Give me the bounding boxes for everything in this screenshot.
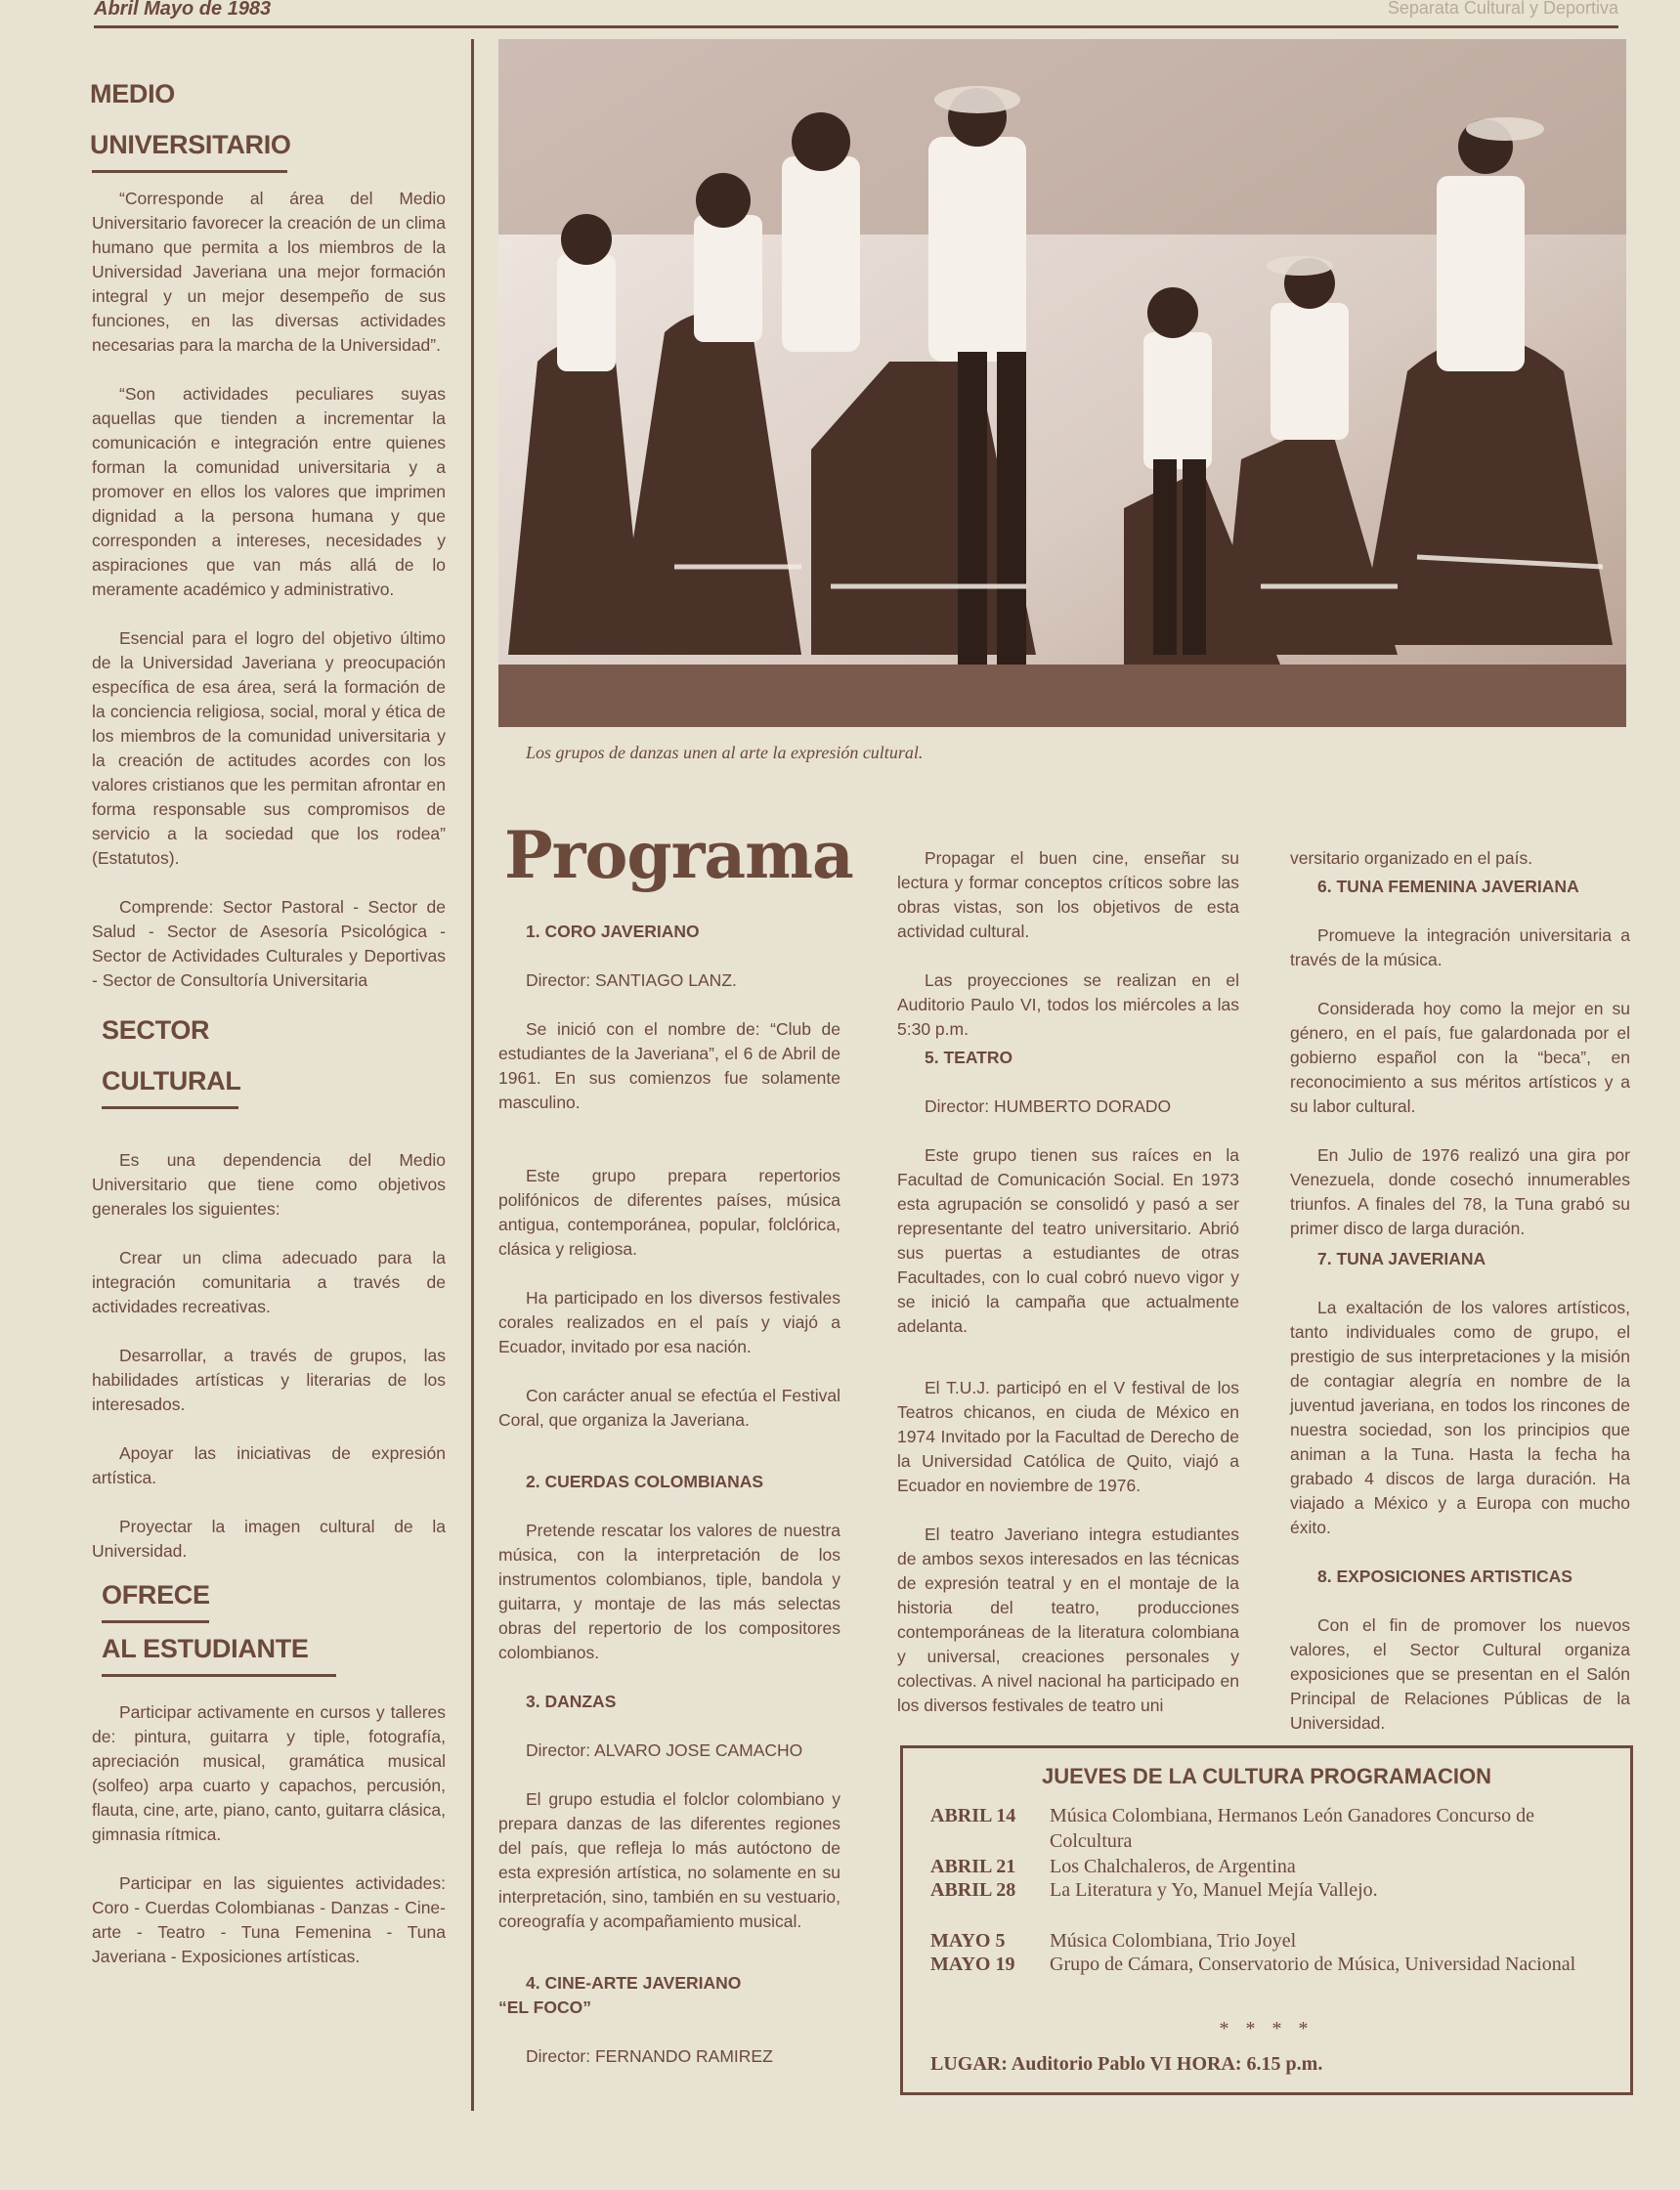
dance-photo-illustration <box>498 39 1626 727</box>
coro-paragraph-2: Este grupo prepara repertorios polifónicos de diferentes países, música antigua, contemporánea, popular, folclórica, clásica y religiosa. <box>498 1166 840 1259</box>
teatro-director: Director: HUMBERTO DORADO <box>925 1096 1172 1116</box>
jueves-cultura-box <box>900 1745 1633 2095</box>
sector-paragraph-5: Proyectar la imagen cultural de la Universidad. <box>92 1517 446 1561</box>
sector-title-line2: CULTURAL <box>102 1066 241 1095</box>
medio-title-underline <box>92 170 287 173</box>
coro-paragraph-3: Ha participado en los diversos festivales corales realizados en el país y viajó a Ecuador, invitado por esa nación. <box>498 1288 840 1356</box>
programa-column-2 <box>897 846 1239 1742</box>
cine-director: Director: FERNANDO RAMIREZ <box>526 2046 773 2066</box>
schedule-event: Los Chalchaleros, de Argentina <box>1050 1856 1296 1877</box>
sector-title-line1: SECTOR <box>102 1015 210 1045</box>
sector-title-underline <box>102 1106 238 1109</box>
schedule-date: ABRIL 14 <box>930 1805 1016 1826</box>
sector-paragraph-1: Es una dependencia del Medio Universitario que tiene como objetivos generales los siguientes: <box>92 1150 446 1219</box>
ofrece-title-underline-2 <box>102 1674 336 1677</box>
teatro-paragraph-2: El T.U.J. participó en el V festival de los Teatros chicanos, en ciuda de México en 1974 Invitado por la Facultad de Derecho de la Universidad Católica de Quito, viajó a Ecuador en noviembre de 1976. <box>897 1378 1239 1495</box>
tuna-femenina-paragraph-3: En Julio de 1976 realizó una gira por Venezuela, donde cosechó innumerables triunfos. A finales del 78, la Tuna grabó su primer disco de larga duración. <box>1290 1145 1630 1238</box>
cine-heading: 4. CINE-ARTE JAVERIANO “EL FOCO” <box>498 1973 742 2017</box>
tuna-femenina-paragraph-2: Considerada hoy como la mejor en su género, en el país, fue galardonada por el gobierno español con la “beca”, en reconocimiento a sus méritos artísticos y a su labor cultural. <box>1290 999 1630 1116</box>
cine-paragraph-1: Propagar el buen cine, enseñar su lectura y formar conceptos críticos sobre las obras vistas, son los objetivos de esta actividad cultural. <box>897 848 1239 941</box>
medio-title-line2: UNIVERSITARIO <box>90 130 291 159</box>
schedule-event: Música Colombiana, Trio Joyel <box>1050 1930 1297 1952</box>
box-footer: LUGAR: Auditorio Pablo VI HORA: 6.15 p.m. <box>930 2053 1323 2075</box>
programa-column-1 <box>498 920 840 2093</box>
schedule-event: La Literatura y Yo, Manuel Mejía Vallejo. <box>1050 1879 1378 1901</box>
photo-caption: Los grupos de danzas unen al arte la expresión cultural. <box>526 743 924 762</box>
tuna-femenina-heading: 6. TUNA FEMENINA JAVERIANA <box>1317 877 1579 896</box>
teatro-paragraph-1: Este grupo tienen sus raíces en la Facultad de Comunicación Social. En 1973 esta agrupación se consolidó y pasó a ser representante del teatro universitario. Abrió sus puertas a estudiantes de otras Facultades, con lo cual cobró nuevo vigor y se inició la campaña que actualmente adelanta. <box>897 1145 1239 1336</box>
ofrece-title-line1: OFRECE <box>102 1580 210 1610</box>
ofrece-title-line2: AL ESTUDIANTE <box>102 1634 309 1663</box>
coro-heading: 1. CORO JAVERIANO <box>526 922 700 941</box>
danzas-director: Director: ALVARO JOSE CAMACHO <box>526 1740 803 1760</box>
dance-photo <box>498 39 1626 727</box>
schedule-row <box>930 1928 1605 1954</box>
coro-director: Director: SANTIAGO LANZ. <box>526 970 737 990</box>
cine-paragraph-2: Las proyecciones se realizan en el Auditorio Paulo VI, todos los miércoles a las 5:30 p.m. <box>897 970 1239 1039</box>
ofrece-paragraph-2: Participar en las siguientes actividades: Coro - Cuerdas Colombianas - Danzas - Cine-arte - Teatro - Tuna Femenina - Tuna Javeriana - Exposiciones artísticas. <box>92 1873 446 1966</box>
ofrece-paragraph-1: Participar activamente en cursos y talleres de: pintura, guitarra y tiple, fotografía, apreciación musical, gramática musical (solfeo) arpa cuarto y capachos, percusión, flauta, cine, arte, piano, canto, guitarra clásica, gimnasia rítmica. <box>92 1702 446 1844</box>
tuna-javeriana-heading: 7. TUNA JAVERIANA <box>1317 1249 1486 1268</box>
cuerdas-heading: 2. CUERDAS COLOMBIANAS <box>526 1472 764 1491</box>
sector-paragraph-4: Apoyar las iniciativas de expresión artística. <box>92 1443 446 1487</box>
box-title: JUEVES DE LA CULTURA PROGRAMACION <box>1042 1764 1491 1788</box>
page-header <box>94 0 1618 28</box>
teatro-heading: 5. TEATRO <box>925 1048 1013 1067</box>
schedule-row <box>930 1854 1605 1879</box>
sector-paragraph-3: Desarrollar, a través de grupos, las habilidades artísticas y literarias de los interesados. <box>92 1346 446 1414</box>
coro-paragraph-1: Se inició con el nombre de: “Club de estudiantes de la Javeriana”, el 6 de Abril de 1961. En sus comienzos fue solamente masculino. <box>498 1019 840 1112</box>
danzas-paragraph: El grupo estudia el folclor colombiano y prepara danzas de las diferentes regiones del país, que refleja lo más autóctono de esta expresión artística, no solamente en su interpretación, sino, también en su vestuario, coreografía y acompañamiento musical. <box>498 1789 840 1931</box>
header-section: Separata Cultural y Deportiva <box>1387 0 1618 18</box>
programa-title: Programa <box>504 817 853 893</box>
cuerdas-paragraph: Pretende rescatar los valores de nuestra música, con la interpretación de los instrumentos colombianos, tiple, bandola y guitarra, y montaje de las más selectas obras del repertorio de los compositores colombianos. <box>498 1521 840 1662</box>
medio-title-line1: MEDIO <box>90 79 176 108</box>
danzas-heading: 3. DANZAS <box>526 1692 617 1711</box>
sector-paragraph-2: Crear un clima adecuado para la integración comunitaria a través de actividades recreativas. <box>92 1248 446 1316</box>
schedule-row <box>930 1803 1605 1854</box>
column-divider <box>471 39 474 2111</box>
tuna-femenina-paragraph-1: Promueve la integración universitaria a través de la música. <box>1290 925 1630 969</box>
coro-paragraph-4: Con carácter anual se efectúa el Festival Coral, que organiza la Javeriana. <box>498 1386 840 1430</box>
programa-column-3 <box>1290 846 1630 1760</box>
schedule-row <box>930 1952 1605 1977</box>
schedule-date: MAYO 19 <box>930 1954 1015 1975</box>
schedule-event: Grupo de Cámara, Conservatorio de Música, Universidad Nacional <box>1050 1954 1576 1975</box>
schedule-date: ABRIL 21 <box>930 1856 1016 1877</box>
tuna-javeriana-paragraph: La exaltación de los valores artísticos, tanto individuales como de grupo, el prestigio de sus interpretaciones y la misión de contagiar alegría en nombre de la juventud javeriana, en todos los rincones de nuestra sociedad, son los principios que animan a la Tuna. Hasta la fecha ha grabado 4 discos de larga duración. Ha viajado a México y a Europa con mucho éxito. <box>1290 1298 1630 1537</box>
exposiciones-paragraph: Con el fin de promover los nuevos valores, el Sector Cultural organiza exposiciones que se presentan en el Salón Principal de Relaciones Públicas de la Universidad. <box>1290 1615 1630 1733</box>
medio-paragraph-2: “Son actividades peculiares suyas aquellas que tienden a incrementar la comunicación e integración entre quienes forman la comunidad universitaria y a promover en ellos los valores que imprimen dignidad a la persona humana y que corresponden a intereses, necesidades y aspiraciones que van más allá de lo meramente académico y administrativo. <box>92 384 446 599</box>
teatro-paragraph-3: El teatro Javeriano integra estudiantes de ambos sexos interesados en las técnicas de expresión teatral y en el montaje de la historia del teatro, producciones contemporáneas de la literatura colombiana y universal, creaciones personales y colectivas. A nivel nacional ha participado en los diversos festivales de teatro uni <box>897 1524 1239 1715</box>
schedule-row <box>930 1877 1605 1903</box>
teatro-paragraph-continued: versitario organizado en el país. <box>1290 848 1533 868</box>
medio-paragraph-4: Comprende: Sector Pastoral - Sector de Salud - Sector de Asesoría Psicológica - Sector de Actividades Culturales y Deportivas - Sector de Consultoría Universitaria <box>92 897 446 990</box>
medio-paragraph-3: Esencial para el logro del objetivo último de la Universidad Javeriana y preocupación específica de esa área, será la formación de la conciencia religiosa, social, moral y ética de los miembros de la comunidad universitaria y la creación de actitudes acordes con los valores cristianos que les permitan afrontar en forma responsable sus compromisos de servicio a la sociedad que los rodea” (Estatutos). <box>92 628 446 868</box>
schedule-event: Música Colombiana, Hermanos León Ganadores Concurso de Colcultura <box>1050 1805 1534 1852</box>
schedule-date: ABRIL 28 <box>930 1879 1016 1901</box>
left-column <box>92 68 446 1994</box>
box-stars: * * * * <box>1219 2018 1314 2040</box>
schedule-date: MAYO 5 <box>930 1930 1006 1952</box>
medio-paragraph-1: “Corresponde al área del Medio Universitario favorecer la creación de un clima humano que permita a los miembros de la Universidad Javeriana una mejor formación integral y un mejor desempeño de sus funciones, en las diversas actividades necesarias para la marcha de la Universidad”. <box>92 189 446 355</box>
header-date: Abril Mayo de 1983 <box>94 0 272 20</box>
exposiciones-heading: 8. EXPOSICIONES ARTISTICAS <box>1317 1567 1572 1586</box>
